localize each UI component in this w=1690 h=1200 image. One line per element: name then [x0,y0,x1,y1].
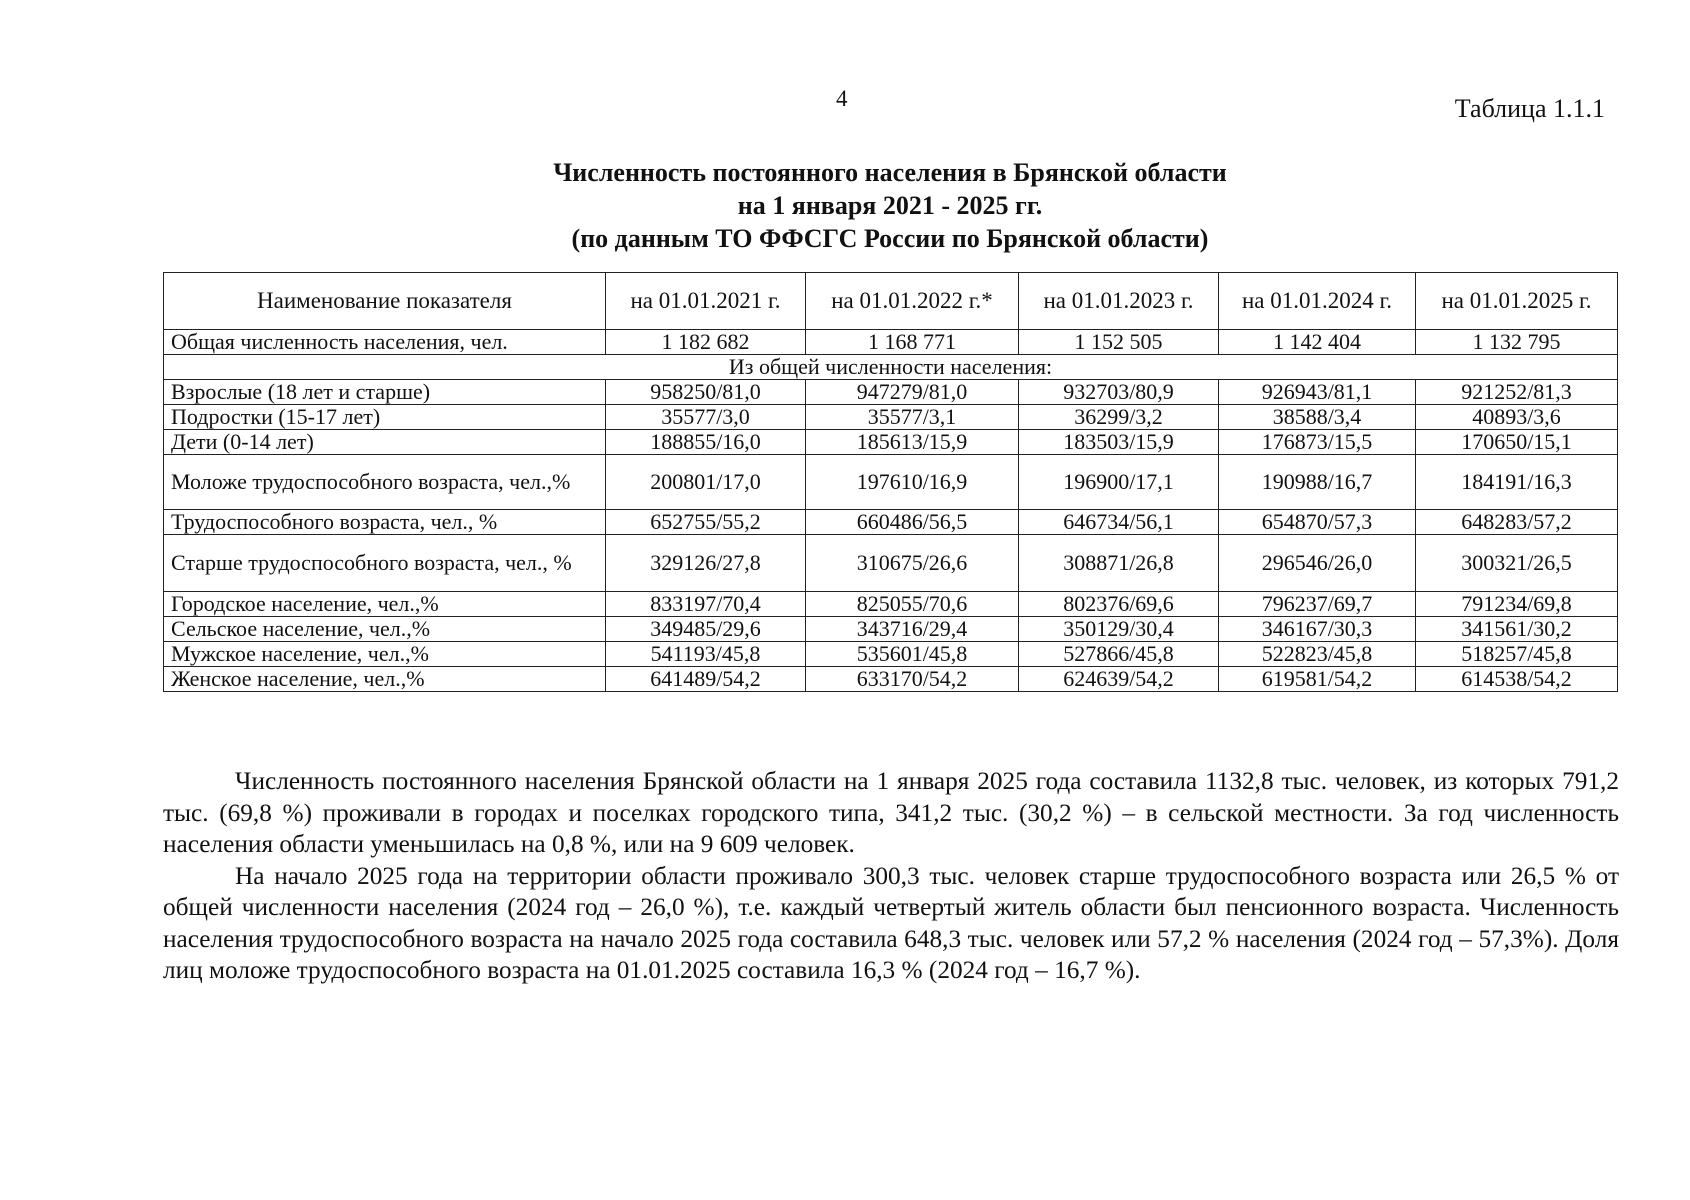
header-col-2023: на 01.01.2023 г. [1019,273,1219,330]
cell-value: 185613/15,9 [806,430,1019,455]
title-line-1: Численность постоянного населения в Брянской области [553,158,1227,187]
cell-value: 833197/70,4 [606,592,806,617]
paragraph: На начало 2025 года на территории области проживало 300,3 тыс. человек старше трудоспособного возраста или 26,5 % от общей численности населения (2024 год – 26,0 %), т.е. каждый четвертый житель области был пенсионного возраста. Численность населения трудоспособного возраста на начало 2025 года составила 648,3 тыс. человек или 57,2 % населения (2024 год – 57,3%). Доля лиц моложе трудоспособного возраста на 01.01.2025 составила 16,3 % (2024 год – 16,7 %). [163,861,1619,984]
cell-value: 176873/15,5 [1219,430,1416,455]
table-row [164,380,1618,405]
cell-value: 1 132 795 [1416,330,1618,355]
cell-value: 958250/81,0 [606,380,806,405]
cell-value: 541193/45,8 [606,642,806,667]
cell-value: 343716/29,4 [806,617,1019,642]
cell-value: 802376/69,6 [1019,592,1219,617]
table-header-row [164,273,1618,330]
cell-value: 190988/16,7 [1219,455,1416,510]
table-row [164,510,1618,535]
population-table [163,272,1618,692]
table-row [164,617,1618,642]
cell-value: 329126/27,8 [606,535,806,592]
cell-value: 350129/30,4 [1019,617,1219,642]
cell-value: 197610/16,9 [806,455,1019,510]
cell-value: 947279/81,0 [806,380,1019,405]
cell-value: 654870/57,3 [1219,510,1416,535]
row-label: Подростки (15-17 лет) [164,405,606,430]
cell-value: 183503/15,9 [1019,430,1219,455]
cell-value: 300321/26,5 [1416,535,1618,592]
row-label: Сельское население, чел.,% [164,617,606,642]
cell-value: 349485/29,6 [606,617,806,642]
cell-value: 35577/3,0 [606,405,806,430]
table-row [164,535,1618,592]
cell-value: 926943/81,1 [1219,380,1416,405]
cell-value: 791234/69,8 [1416,592,1618,617]
row-label: Взрослые (18 лет и старше) [164,380,606,405]
cell-value: 1 182 682 [606,330,806,355]
row-label: Дети (0-14 лет) [164,430,606,455]
cell-value: 633170/54,2 [806,667,1019,692]
header-col-2021: на 01.01.2021 г. [606,273,806,330]
table-row [164,592,1618,617]
cell-value: 36299/3,2 [1019,405,1219,430]
cell-value: 527866/45,8 [1019,642,1219,667]
cell-value: 614538/54,2 [1416,667,1618,692]
header-indicator-name: Наименование показателя [164,273,606,330]
cell-value: 641489/54,2 [606,667,806,692]
title-line-2: на 1 января 2021 - 2025 гг. [737,191,1043,220]
cell-value: 825055/70,6 [806,592,1019,617]
cell-value: 310675/26,6 [806,535,1019,592]
header-col-2025: на 01.01.2025 г. [1416,273,1618,330]
table-row [164,642,1618,667]
cell-value: 624639/54,2 [1019,667,1219,692]
row-label: Трудоспособного возраста, чел., % [164,510,606,535]
row-label: Моложе трудоспособного возраста, чел.,% [164,455,606,510]
cell-value: 38588/3,4 [1219,405,1416,430]
cell-value: 796237/69,7 [1219,592,1416,617]
cell-value: 921252/81,3 [1416,380,1618,405]
cell-value: 646734/56,1 [1019,510,1219,535]
cell-value: 296546/26,0 [1219,535,1416,592]
cell-value: 660486/56,5 [806,510,1019,535]
title-line-3: (по данным ТО ФФСГС России по Брянской области) [571,224,1209,253]
row-label: Старше трудоспособного возраста, чел., % [164,535,606,592]
cell-value: 1 152 505 [1019,330,1219,355]
cell-value: 170650/15,1 [1416,430,1618,455]
page-number: 4 [836,86,848,111]
table-row [164,667,1618,692]
row-label: Городское население, чел.,% [164,592,606,617]
row-label: Общая численность населения, чел. [164,330,606,355]
cell-value: 1 168 771 [806,330,1019,355]
table-label: Таблица 1.1.1 [1454,94,1605,123]
cell-value: 522823/45,8 [1219,642,1416,667]
paragraph: Численность постоянного населения Брянской области на 1 января 2025 года составила 1132,8 тыс. человек, из которых 791,2 тыс. (69,8 %) проживали в городах и поселках городского типа, 341,2 тыс. (30,2 %) – в сельской местности. За год численность населения области уменьшилась на 0,8 %, или на 9 609 человек. [163,767,1619,858]
cell-value: 35577/3,1 [806,405,1019,430]
document-title [380,156,1400,255]
table-row [164,405,1618,430]
cell-value: 40893/3,6 [1416,405,1618,430]
cell-value: 346167/30,3 [1219,617,1416,642]
cell-value: 196900/17,1 [1019,455,1219,510]
body-text [163,766,1619,987]
table-row-total [164,330,1618,355]
cell-value: 188855/16,0 [606,430,806,455]
table-subheader-row [164,355,1618,380]
cell-value: 518257/45,8 [1416,642,1618,667]
cell-value: 648283/57,2 [1416,510,1618,535]
row-label: Мужское население, чел.,% [164,642,606,667]
row-label: Женское население, чел.,% [164,667,606,692]
cell-value: 184191/16,3 [1416,455,1618,510]
table-row [164,455,1618,510]
cell-value: 652755/55,2 [606,510,806,535]
cell-value: 619581/54,2 [1219,667,1416,692]
cell-value: 932703/80,9 [1019,380,1219,405]
cell-value: 341561/30,2 [1416,617,1618,642]
cell-value: 1 142 404 [1219,330,1416,355]
header-col-2022: на 01.01.2022 г.* [806,273,1019,330]
table-row [164,430,1618,455]
cell-value: 308871/26,8 [1019,535,1219,592]
cell-value: 200801/17,0 [606,455,806,510]
header-col-2024: на 01.01.2024 г. [1219,273,1416,330]
cell-value: 535601/45,8 [806,642,1019,667]
table-subheader: Из общей численности населения: [164,355,1618,380]
